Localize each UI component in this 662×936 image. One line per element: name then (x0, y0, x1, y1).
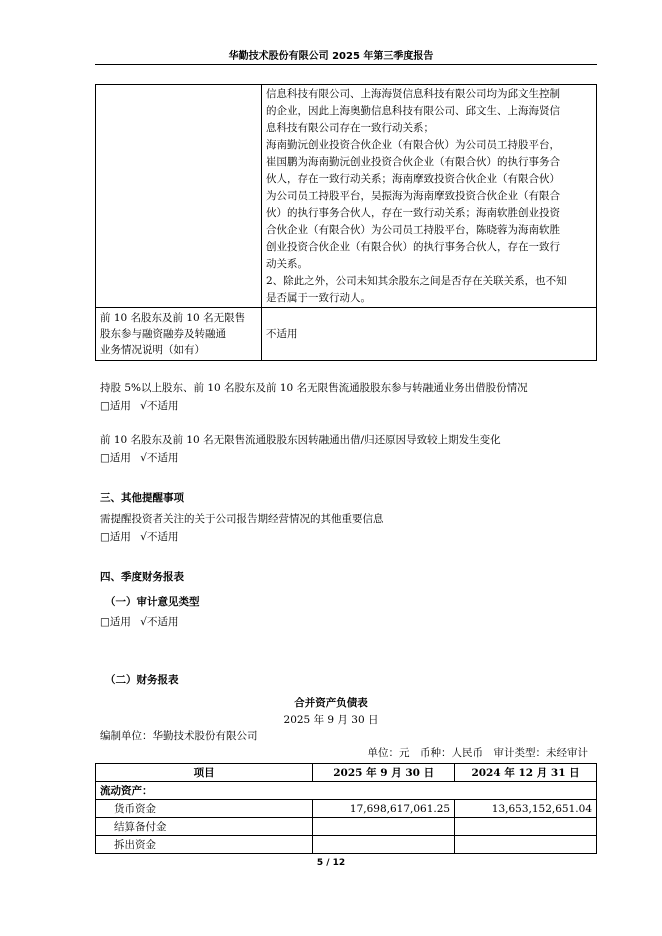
text-line: 2、除此之外，公司未知其余股东之间是否存在关联关系，也不知 (266, 275, 567, 287)
text-line: 伙人，存在一致行动关系；海南摩致投资合伙企业（有限合伙） (266, 173, 560, 185)
item-name: 货币资金 (96, 800, 313, 818)
table-header-row (96, 764, 597, 782)
text-line: 为公司员工持股平台，吴振海为海南摩致投资合伙企业（有限合 (266, 190, 560, 202)
table-cell (96, 85, 262, 308)
text-line: 创业投资合伙企业（有限合伙）的执行事务合伙人，存在一致行 (266, 241, 560, 253)
text-line: 息科技有限公司存在一致行动关系； (266, 122, 434, 134)
margin-trading-value: 不适用 (262, 308, 597, 361)
text-line: 业务情况说明（如有） (100, 344, 205, 356)
prior-value (455, 836, 597, 854)
header-item: 项目 (96, 764, 313, 782)
shareholder-relation-table (95, 84, 597, 361)
table-row (96, 308, 597, 361)
units-line: 单位：元 币种：人民币 审计类型：未经审计 (367, 747, 588, 759)
current-value (313, 818, 455, 836)
section-three-text: 需提醒投资者关注的关于公司报告期经营情况的其他重要信息 (100, 513, 384, 525)
section-four-heading: 四、季度财务报表 (100, 571, 184, 583)
option-applicable: □适用 (100, 616, 131, 628)
text-line: 崔国鹏为海南勤沅创业投资合伙企业（有限合伙）的执行事务合 (266, 156, 560, 168)
header-current: 2025 年 9 月 30 日 (313, 764, 455, 782)
table-row (96, 836, 597, 854)
section-three-options (100, 528, 384, 546)
option-not-applicable: √不适用 (140, 616, 179, 628)
option-applicable: □适用 (100, 400, 131, 412)
table-row (96, 818, 597, 836)
lending-options (100, 397, 528, 415)
text-line: 海南勤沅创业投资合伙企业（有限合伙）为公司员工持股平台， (266, 139, 560, 151)
option-not-applicable: √不适用 (140, 531, 179, 543)
preparer: 编制单位：华勤技术股份有限公司 (100, 730, 258, 742)
text-line: 的企业，因此上海奥勤信息科技有限公司、邱文生、上海海贤信 (266, 105, 560, 117)
relation-description (262, 85, 597, 308)
option-not-applicable: √不适用 (140, 400, 179, 412)
audit-options (100, 613, 184, 631)
text-line: 信息科技有限公司、上海海贤信息科技有限公司均为邱文生控制 (266, 88, 560, 100)
header-rule (95, 64, 597, 65)
text-line: 是否属于一致行动人。 (266, 292, 371, 304)
current-value: 17,698,617,061.25 (313, 800, 455, 818)
option-applicable: □适用 (100, 531, 131, 543)
page-header: 华勤技术股份有限公司 2025 年第三季度报告 (228, 51, 434, 62)
audit-opinion-heading: （一）审计意见类型 (105, 596, 200, 608)
current-value (313, 836, 455, 854)
table-row (96, 85, 597, 308)
prior-value (455, 818, 597, 836)
change-options (100, 449, 501, 467)
change-section (100, 431, 501, 467)
prior-value: 13,653,152,651.04 (455, 800, 597, 818)
section-three-heading: 三、其他提醒事项 (100, 492, 184, 504)
lending-section (100, 379, 528, 415)
page-number: 5 / 12 (316, 858, 346, 868)
header-prior: 2024 年 12 月 31 日 (455, 764, 597, 782)
change-text: 前 10 名股东及前 10 名无限售流通股股东因转融通出借/归还原因导致较上期发生变化 (100, 434, 501, 446)
table-row (96, 800, 597, 818)
text-line: 前 10 名股东及前 10 名无限售 (100, 312, 246, 324)
lending-text: 持股 5%以上股东、前 10 名股东及前 10 名无限售流通股股东参与转融通业务出借股份情况 (100, 382, 528, 394)
option-applicable: □适用 (100, 452, 131, 464)
balance-sheet-table (95, 763, 597, 854)
section-label: 流动资产： (96, 782, 597, 800)
text-line: 动关系。 (266, 258, 308, 270)
item-name: 拆出资金 (96, 836, 313, 854)
table-row (96, 782, 597, 800)
text-line: 伙）的执行事务合伙人，存在一致行动关系；海南软胜创业投资 (266, 207, 560, 219)
text-line: 合伙企业（有限合伙）为公司员工持股平台，陈晓蓉为海南软胜 (266, 224, 560, 236)
text-line: 股东参与融资融券及转融通 (100, 328, 226, 340)
section-three-body (100, 510, 384, 546)
balance-sheet-title: 合并资产负债表 (294, 697, 368, 709)
balance-sheet-date: 2025 年 9 月 30 日 (283, 714, 379, 726)
financial-statements-heading: （二）财务报表 (105, 674, 179, 686)
option-not-applicable: √不适用 (140, 452, 179, 464)
item-name: 结算备付金 (96, 818, 313, 836)
margin-trading-label (96, 308, 262, 361)
